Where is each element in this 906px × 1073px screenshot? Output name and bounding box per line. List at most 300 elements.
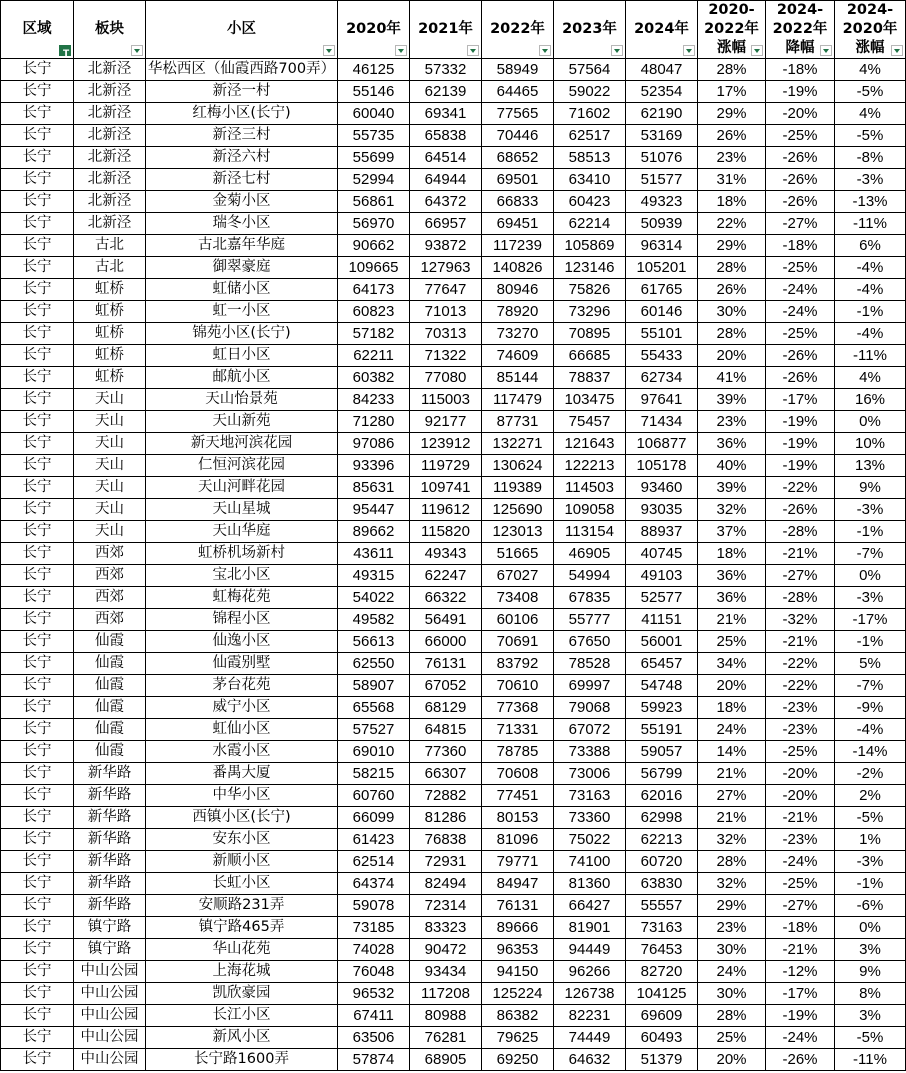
table-cell[interactable]: 70691 — [482, 631, 554, 653]
table-cell[interactable]: 御翠豪庭 — [146, 257, 338, 279]
table-cell[interactable]: 62214 — [554, 213, 626, 235]
filter-dropdown-icon[interactable] — [683, 45, 695, 56]
table-cell[interactable]: 仙霞 — [74, 697, 146, 719]
table-cell[interactable]: 85144 — [482, 367, 554, 389]
table-cell[interactable]: 62734 — [626, 367, 698, 389]
table-cell[interactable]: -2% — [835, 763, 906, 785]
table-cell[interactable]: 长宁 — [1, 851, 74, 873]
table-cell[interactable]: -1% — [835, 301, 906, 323]
table-cell[interactable]: 32% — [698, 873, 766, 895]
table-cell[interactable]: 29% — [698, 235, 766, 257]
table-cell[interactable]: 60040 — [338, 103, 410, 125]
table-cell[interactable]: -5% — [835, 807, 906, 829]
table-cell[interactable]: 74100 — [554, 851, 626, 873]
table-cell[interactable]: 75457 — [554, 411, 626, 433]
table-cell[interactable]: 62247 — [410, 565, 482, 587]
table-cell[interactable]: 新华路 — [74, 895, 146, 917]
table-cell[interactable]: 64374 — [338, 873, 410, 895]
table-cell[interactable]: 71602 — [554, 103, 626, 125]
table-cell[interactable]: -21% — [766, 807, 835, 829]
table-cell[interactable]: 71322 — [410, 345, 482, 367]
table-cell[interactable]: -23% — [766, 697, 835, 719]
table-cell[interactable]: -22% — [766, 653, 835, 675]
table-cell[interactable]: 中山公园 — [74, 1027, 146, 1049]
table-cell[interactable]: 106877 — [626, 433, 698, 455]
table-cell[interactable]: 长宁 — [1, 719, 74, 741]
filter-dropdown-icon[interactable] — [131, 45, 143, 56]
table-cell[interactable]: 天山 — [74, 455, 146, 477]
table-cell[interactable]: 113154 — [554, 521, 626, 543]
table-cell[interactable]: -8% — [835, 147, 906, 169]
table-cell[interactable]: 10% — [835, 433, 906, 455]
table-cell[interactable]: 119729 — [410, 455, 482, 477]
table-cell[interactable]: 镇宁路 — [74, 917, 146, 939]
table-cell[interactable]: 中华小区 — [146, 785, 338, 807]
table-cell[interactable]: 72882 — [410, 785, 482, 807]
table-cell[interactable]: 64514 — [410, 147, 482, 169]
table-cell[interactable]: 60382 — [338, 367, 410, 389]
table-cell[interactable]: 80946 — [482, 279, 554, 301]
table-cell[interactable]: 96314 — [626, 235, 698, 257]
table-cell[interactable]: 73163 — [554, 785, 626, 807]
table-cell[interactable]: 30% — [698, 983, 766, 1005]
table-cell[interactable]: -4% — [835, 257, 906, 279]
table-cell[interactable]: -19% — [766, 81, 835, 103]
table-cell[interactable]: 76131 — [410, 653, 482, 675]
table-cell[interactable]: 75022 — [554, 829, 626, 851]
table-cell[interactable]: 73006 — [554, 763, 626, 785]
table-cell[interactable]: 67650 — [554, 631, 626, 653]
table-cell[interactable]: 长宁 — [1, 543, 74, 565]
table-cell[interactable]: 0% — [835, 565, 906, 587]
table-cell[interactable]: 长宁 — [1, 411, 74, 433]
table-cell[interactable]: -24% — [766, 279, 835, 301]
table-cell[interactable]: 16% — [835, 389, 906, 411]
table-cell[interactable]: 50939 — [626, 213, 698, 235]
table-cell[interactable]: 28% — [698, 1005, 766, 1027]
table-cell[interactable]: 华松西区（仙霞西路700弄） — [146, 59, 338, 81]
table-cell[interactable]: 18% — [698, 543, 766, 565]
table-cell[interactable]: 66957 — [410, 213, 482, 235]
table-cell[interactable]: 69609 — [626, 1005, 698, 1027]
table-cell[interactable]: 64815 — [410, 719, 482, 741]
table-cell[interactable]: -4% — [835, 279, 906, 301]
table-cell[interactable]: 74449 — [554, 1027, 626, 1049]
table-cell[interactable]: 49343 — [410, 543, 482, 565]
filter-active-icon[interactable] — [59, 45, 71, 56]
table-cell[interactable]: -6% — [835, 895, 906, 917]
table-cell[interactable]: 天山 — [74, 521, 146, 543]
table-cell[interactable]: 85631 — [338, 477, 410, 499]
table-cell[interactable]: 73185 — [338, 917, 410, 939]
table-cell[interactable]: -26% — [766, 147, 835, 169]
table-cell[interactable]: 长宁 — [1, 1027, 74, 1049]
table-cell[interactable]: 长宁 — [1, 939, 74, 961]
table-cell[interactable]: 天山新苑 — [146, 411, 338, 433]
table-cell[interactable]: 60720 — [626, 851, 698, 873]
table-cell[interactable]: 26% — [698, 125, 766, 147]
table-cell[interactable]: 1% — [835, 829, 906, 851]
table-cell[interactable]: 新华路 — [74, 829, 146, 851]
table-cell[interactable]: 56613 — [338, 631, 410, 653]
table-cell[interactable]: -18% — [766, 917, 835, 939]
table-cell[interactable]: 61423 — [338, 829, 410, 851]
table-cell[interactable]: 32% — [698, 829, 766, 851]
table-cell[interactable]: 新风小区 — [146, 1027, 338, 1049]
table-cell[interactable]: 长宁 — [1, 499, 74, 521]
table-cell[interactable]: 81901 — [554, 917, 626, 939]
table-cell[interactable]: 115820 — [410, 521, 482, 543]
table-cell[interactable]: 34% — [698, 653, 766, 675]
table-cell[interactable]: 55146 — [338, 81, 410, 103]
table-cell[interactable]: 73360 — [554, 807, 626, 829]
table-cell[interactable]: 4% — [835, 367, 906, 389]
table-cell[interactable]: -27% — [766, 895, 835, 917]
table-cell[interactable]: 6% — [835, 235, 906, 257]
table-cell[interactable]: 56001 — [626, 631, 698, 653]
table-cell[interactable]: 29% — [698, 103, 766, 125]
table-cell[interactable]: 25% — [698, 631, 766, 653]
table-cell[interactable]: 65457 — [626, 653, 698, 675]
table-cell[interactable]: 109058 — [554, 499, 626, 521]
table-cell[interactable]: 73388 — [554, 741, 626, 763]
table-cell[interactable]: -25% — [766, 323, 835, 345]
table-cell[interactable]: 55699 — [338, 147, 410, 169]
table-cell[interactable]: 76281 — [410, 1027, 482, 1049]
table-cell[interactable]: 77451 — [482, 785, 554, 807]
table-cell[interactable]: 北新泾 — [74, 191, 146, 213]
table-cell[interactable]: -25% — [766, 873, 835, 895]
table-cell[interactable]: -3% — [835, 587, 906, 609]
table-cell[interactable]: 140826 — [482, 257, 554, 279]
table-cell[interactable]: -24% — [766, 1027, 835, 1049]
table-cell[interactable]: 67052 — [410, 675, 482, 697]
table-cell[interactable]: 56799 — [626, 763, 698, 785]
table-cell[interactable]: 93035 — [626, 499, 698, 521]
table-cell[interactable]: 51379 — [626, 1049, 698, 1071]
table-cell[interactable]: -5% — [835, 125, 906, 147]
table-cell[interactable]: -28% — [766, 587, 835, 609]
table-cell[interactable]: -21% — [766, 543, 835, 565]
filter-dropdown-icon[interactable] — [395, 45, 407, 56]
table-cell[interactable]: 62514 — [338, 851, 410, 873]
table-cell[interactable]: 西郊 — [74, 587, 146, 609]
table-cell[interactable]: 80153 — [482, 807, 554, 829]
table-cell[interactable]: 64944 — [410, 169, 482, 191]
table-cell[interactable]: 天山 — [74, 389, 146, 411]
table-cell[interactable]: 长宁 — [1, 631, 74, 653]
table-cell[interactable]: 89662 — [338, 521, 410, 543]
table-cell[interactable]: 94150 — [482, 961, 554, 983]
table-cell[interactable]: 84233 — [338, 389, 410, 411]
table-cell[interactable]: 28% — [698, 59, 766, 81]
table-cell[interactable]: 长宁 — [1, 257, 74, 279]
table-cell[interactable]: -27% — [766, 213, 835, 235]
table-cell[interactable]: 75826 — [554, 279, 626, 301]
table-cell[interactable]: 古北 — [74, 235, 146, 257]
table-cell[interactable]: 66833 — [482, 191, 554, 213]
table-cell[interactable]: 9% — [835, 477, 906, 499]
table-cell[interactable]: 62211 — [338, 345, 410, 367]
table-cell[interactable]: 69341 — [410, 103, 482, 125]
table-cell[interactable]: 49103 — [626, 565, 698, 587]
table-cell[interactable]: 81096 — [482, 829, 554, 851]
table-cell[interactable]: 长宁 — [1, 191, 74, 213]
table-cell[interactable]: 117239 — [482, 235, 554, 257]
table-cell[interactable]: 79625 — [482, 1027, 554, 1049]
table-cell[interactable]: 虹桥 — [74, 279, 146, 301]
table-cell[interactable]: 76453 — [626, 939, 698, 961]
table-cell[interactable]: 78528 — [554, 653, 626, 675]
table-cell[interactable]: 67835 — [554, 587, 626, 609]
table-cell[interactable]: 67072 — [554, 719, 626, 741]
table-cell[interactable]: 虹储小区 — [146, 279, 338, 301]
table-cell[interactable]: -13% — [835, 191, 906, 213]
table-cell[interactable]: 天山 — [74, 477, 146, 499]
table-cell[interactable]: 78837 — [554, 367, 626, 389]
table-cell[interactable]: 51577 — [626, 169, 698, 191]
table-cell[interactable]: 长宁 — [1, 103, 74, 125]
table-cell[interactable]: 90472 — [410, 939, 482, 961]
table-cell[interactable]: 长宁路1600弄 — [146, 1049, 338, 1071]
table-cell[interactable]: 北新泾 — [74, 125, 146, 147]
table-cell[interactable]: 水霞小区 — [146, 741, 338, 763]
table-cell[interactable]: -32% — [766, 609, 835, 631]
table-cell[interactable]: 71331 — [482, 719, 554, 741]
table-cell[interactable]: 62190 — [626, 103, 698, 125]
table-cell[interactable]: 62998 — [626, 807, 698, 829]
table-cell[interactable]: 52994 — [338, 169, 410, 191]
table-cell[interactable]: 74028 — [338, 939, 410, 961]
table-cell[interactable]: 96266 — [554, 961, 626, 983]
table-cell[interactable]: 60106 — [482, 609, 554, 631]
table-cell[interactable]: 29% — [698, 895, 766, 917]
table-cell[interactable]: 52577 — [626, 587, 698, 609]
table-cell[interactable]: 62550 — [338, 653, 410, 675]
table-cell[interactable]: 73163 — [626, 917, 698, 939]
table-cell[interactable]: 32% — [698, 499, 766, 521]
table-cell[interactable]: 57564 — [554, 59, 626, 81]
table-cell[interactable]: 4% — [835, 59, 906, 81]
table-cell[interactable]: 虹梅花苑 — [146, 587, 338, 609]
table-cell[interactable]: 长宁 — [1, 961, 74, 983]
table-cell[interactable]: 21% — [698, 609, 766, 631]
table-cell[interactable]: -26% — [766, 499, 835, 521]
table-cell[interactable]: 0% — [835, 917, 906, 939]
table-cell[interactable]: 锦苑小区(长宁) — [146, 323, 338, 345]
table-cell[interactable]: 66307 — [410, 763, 482, 785]
table-cell[interactable]: 80988 — [410, 1005, 482, 1027]
table-cell[interactable]: 虹桥 — [74, 367, 146, 389]
table-cell[interactable]: 59022 — [554, 81, 626, 103]
table-cell[interactable]: 62139 — [410, 81, 482, 103]
table-cell[interactable]: 长宁 — [1, 609, 74, 631]
table-cell[interactable]: 镇宁路 — [74, 939, 146, 961]
filter-dropdown-icon[interactable] — [820, 45, 832, 56]
table-cell[interactable]: 长宁 — [1, 675, 74, 697]
table-cell[interactable]: 23% — [698, 411, 766, 433]
table-cell[interactable]: 70446 — [482, 125, 554, 147]
table-cell[interactable]: 79068 — [554, 697, 626, 719]
table-cell[interactable]: 长宁 — [1, 1049, 74, 1071]
table-cell[interactable]: -22% — [766, 675, 835, 697]
table-cell[interactable]: 56861 — [338, 191, 410, 213]
table-cell[interactable]: 96353 — [482, 939, 554, 961]
table-cell[interactable]: -26% — [766, 1049, 835, 1071]
table-cell[interactable]: -18% — [766, 59, 835, 81]
table-cell[interactable]: 长宁 — [1, 455, 74, 477]
table-cell[interactable]: 69250 — [482, 1049, 554, 1071]
table-cell[interactable]: 57874 — [338, 1049, 410, 1071]
table-cell[interactable]: 81286 — [410, 807, 482, 829]
table-cell[interactable]: 北新泾 — [74, 169, 146, 191]
table-cell[interactable]: 76048 — [338, 961, 410, 983]
table-cell[interactable]: -26% — [766, 169, 835, 191]
table-cell[interactable]: -24% — [766, 301, 835, 323]
table-cell[interactable]: -22% — [766, 477, 835, 499]
table-cell[interactable]: 长江小区 — [146, 1005, 338, 1027]
table-cell[interactable]: 93460 — [626, 477, 698, 499]
table-cell[interactable]: -17% — [766, 983, 835, 1005]
table-cell[interactable]: 88937 — [626, 521, 698, 543]
table-cell[interactable]: 虹桥机场新村 — [146, 543, 338, 565]
table-cell[interactable]: -27% — [766, 565, 835, 587]
table-cell[interactable]: 长宁 — [1, 653, 74, 675]
table-cell[interactable]: 62517 — [554, 125, 626, 147]
table-cell[interactable]: 瑞冬小区 — [146, 213, 338, 235]
table-cell[interactable]: 52354 — [626, 81, 698, 103]
table-cell[interactable]: 53169 — [626, 125, 698, 147]
table-cell[interactable]: 63830 — [626, 873, 698, 895]
table-cell[interactable]: 79771 — [482, 851, 554, 873]
table-cell[interactable]: -20% — [766, 785, 835, 807]
table-cell[interactable]: 117208 — [410, 983, 482, 1005]
table-cell[interactable]: 威宁小区 — [146, 697, 338, 719]
table-cell[interactable]: 72931 — [410, 851, 482, 873]
table-cell[interactable]: 北新泾 — [74, 81, 146, 103]
table-cell[interactable]: -1% — [835, 873, 906, 895]
table-cell[interactable]: 长宁 — [1, 389, 74, 411]
table-cell[interactable]: 66685 — [554, 345, 626, 367]
table-cell[interactable]: 60493 — [626, 1027, 698, 1049]
table-cell[interactable]: 68652 — [482, 147, 554, 169]
table-cell[interactable]: 仙霞 — [74, 631, 146, 653]
table-cell[interactable]: 76131 — [482, 895, 554, 917]
table-cell[interactable]: 古北嘉年华庭 — [146, 235, 338, 257]
table-cell[interactable]: 37% — [698, 521, 766, 543]
table-cell[interactable]: 17% — [698, 81, 766, 103]
table-cell[interactable]: 49323 — [626, 191, 698, 213]
table-cell[interactable]: 28% — [698, 323, 766, 345]
table-cell[interactable]: 109741 — [410, 477, 482, 499]
table-cell[interactable]: -28% — [766, 521, 835, 543]
table-cell[interactable]: 西郊 — [74, 543, 146, 565]
table-cell[interactable]: 68129 — [410, 697, 482, 719]
table-cell[interactable]: 76838 — [410, 829, 482, 851]
table-cell[interactable]: -1% — [835, 631, 906, 653]
table-cell[interactable]: 70608 — [482, 763, 554, 785]
table-cell[interactable]: -25% — [766, 257, 835, 279]
table-cell[interactable]: 82231 — [554, 1005, 626, 1027]
table-cell[interactable]: 77368 — [482, 697, 554, 719]
table-cell[interactable]: 长宁 — [1, 433, 74, 455]
table-cell[interactable]: 华山花苑 — [146, 939, 338, 961]
table-cell[interactable]: 56491 — [410, 609, 482, 631]
table-cell[interactable]: 122213 — [554, 455, 626, 477]
table-cell[interactable]: -18% — [766, 235, 835, 257]
table-cell[interactable]: 3% — [835, 939, 906, 961]
table-cell[interactable]: 77360 — [410, 741, 482, 763]
table-cell[interactable]: 天山 — [74, 433, 146, 455]
table-cell[interactable]: 96532 — [338, 983, 410, 1005]
table-cell[interactable]: 66322 — [410, 587, 482, 609]
table-cell[interactable]: 60823 — [338, 301, 410, 323]
table-cell[interactable]: 54022 — [338, 587, 410, 609]
table-cell[interactable]: 39% — [698, 389, 766, 411]
table-cell[interactable]: 82720 — [626, 961, 698, 983]
table-cell[interactable]: 22% — [698, 213, 766, 235]
table-cell[interactable]: 57527 — [338, 719, 410, 741]
table-cell[interactable]: 北新泾 — [74, 59, 146, 81]
table-cell[interactable]: 14% — [698, 741, 766, 763]
table-cell[interactable]: 126738 — [554, 983, 626, 1005]
table-cell[interactable]: -7% — [835, 675, 906, 697]
table-cell[interactable]: 77080 — [410, 367, 482, 389]
table-cell[interactable]: 21% — [698, 763, 766, 785]
table-cell[interactable]: 长宁 — [1, 587, 74, 609]
table-cell[interactable]: 119389 — [482, 477, 554, 499]
table-cell[interactable]: 虹日小区 — [146, 345, 338, 367]
table-cell[interactable]: 55433 — [626, 345, 698, 367]
table-cell[interactable]: 长宁 — [1, 785, 74, 807]
table-cell[interactable]: 长宁 — [1, 147, 74, 169]
table-cell[interactable]: 18% — [698, 191, 766, 213]
table-cell[interactable]: 77647 — [410, 279, 482, 301]
table-cell[interactable]: 长宁 — [1, 741, 74, 763]
table-cell[interactable]: 73296 — [554, 301, 626, 323]
table-cell[interactable]: 北新泾 — [74, 147, 146, 169]
table-cell[interactable]: 13% — [835, 455, 906, 477]
table-cell[interactable]: 132271 — [482, 433, 554, 455]
table-cell[interactable]: 54994 — [554, 565, 626, 587]
table-cell[interactable]: 北新泾 — [74, 213, 146, 235]
table-cell[interactable]: 121643 — [554, 433, 626, 455]
filter-dropdown-icon[interactable] — [611, 45, 623, 56]
table-cell[interactable]: 中山公园 — [74, 983, 146, 1005]
table-cell[interactable]: 59923 — [626, 697, 698, 719]
table-cell[interactable]: 130624 — [482, 455, 554, 477]
table-cell[interactable]: 上海花城 — [146, 961, 338, 983]
table-cell[interactable]: 仙霞 — [74, 719, 146, 741]
table-cell[interactable]: 125690 — [482, 499, 554, 521]
table-cell[interactable]: 58513 — [554, 147, 626, 169]
table-cell[interactable]: 90662 — [338, 235, 410, 257]
table-cell[interactable]: 长宁 — [1, 301, 74, 323]
table-cell[interactable]: 46125 — [338, 59, 410, 81]
table-cell[interactable]: 仙霞别墅 — [146, 653, 338, 675]
table-cell[interactable]: 18% — [698, 697, 766, 719]
table-cell[interactable]: 104125 — [626, 983, 698, 1005]
table-cell[interactable]: 宝北小区 — [146, 565, 338, 587]
table-cell[interactable]: 67411 — [338, 1005, 410, 1027]
table-cell[interactable]: 长宁 — [1, 807, 74, 829]
filter-dropdown-icon[interactable] — [891, 45, 903, 56]
table-cell[interactable]: 78920 — [482, 301, 554, 323]
table-cell[interactable]: 73408 — [482, 587, 554, 609]
table-cell[interactable]: 长宁 — [1, 1005, 74, 1027]
table-cell[interactable]: 97641 — [626, 389, 698, 411]
table-cell[interactable]: 凯欣豪园 — [146, 983, 338, 1005]
